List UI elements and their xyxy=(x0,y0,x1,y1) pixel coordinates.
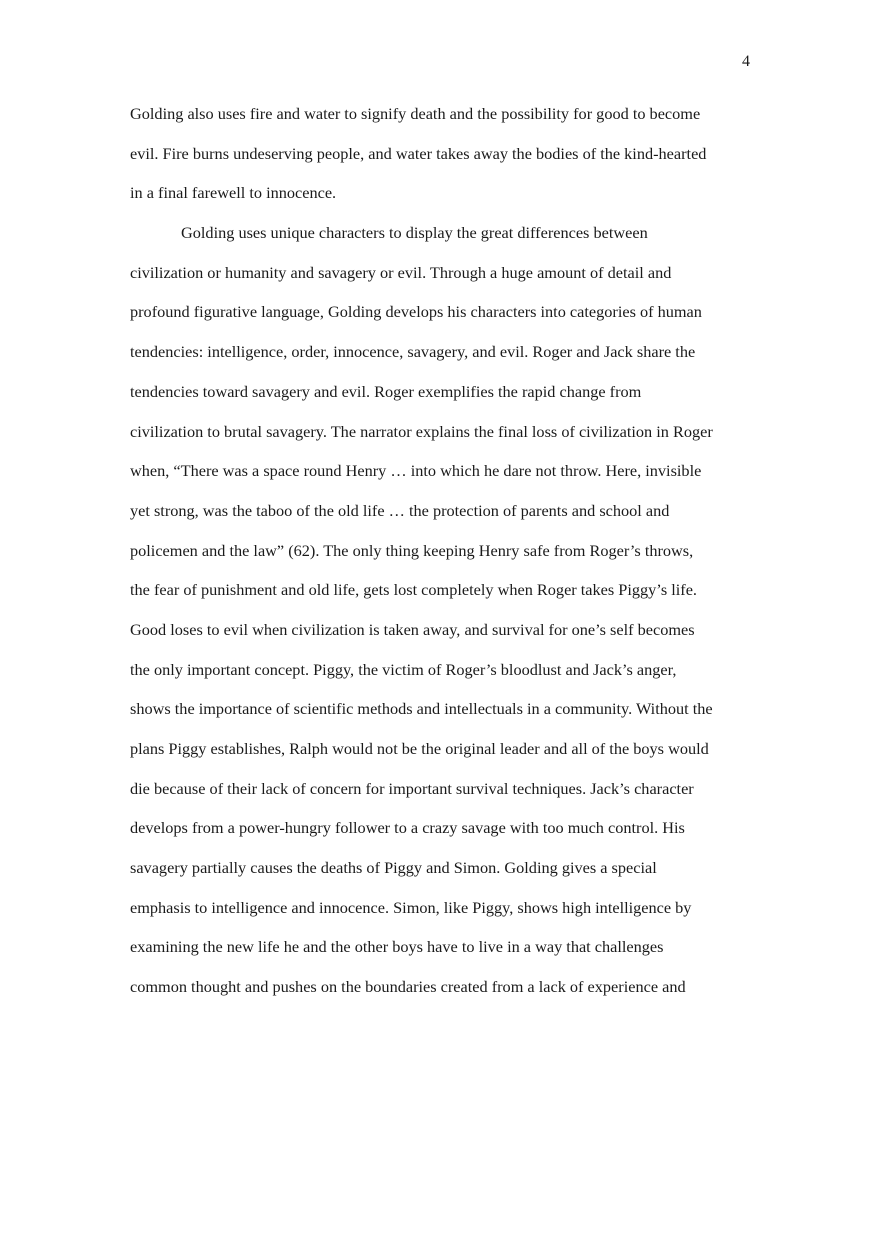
text-line: savagery partially causes the deaths of Piggy and Simon. Golding gives a special xyxy=(130,858,657,878)
text-line: Golding uses unique characters to display the great differences between xyxy=(181,223,648,243)
text-line: yet strong, was the taboo of the old life … the protection of parents and school and xyxy=(130,500,670,520)
text-line: Good loses to evil when civilization is taken away, and survival for one’s self becomes xyxy=(130,619,695,639)
text-line: policemen and the law” (62). The only thing keeping Henry safe from Roger’s throws, xyxy=(130,540,694,560)
text-line: the fear of punishment and old life, gets lost completely when Roger takes Piggy’s life. xyxy=(130,580,698,600)
text-line: tendencies: intelligence, order, innocence, savagery, and evil. Roger and Jack share the xyxy=(130,342,696,362)
text-line: the only important concept. Piggy, the victim of Roger’s bloodlust and Jack’s anger, xyxy=(130,659,677,679)
text-line: civilization or humanity and savagery or evil. Through a huge amount of detail and xyxy=(130,262,672,282)
text-line: develops from a power-hungry follower to a crazy savage with too much control. His xyxy=(130,818,685,838)
text-line: tendencies toward savagery and evil. Roger exemplifies the rapid change from xyxy=(130,381,642,401)
text-line: profound figurative language, Golding develops his characters into categories of human xyxy=(130,302,702,322)
text-line: plans Piggy establishes, Ralph would not be the original leader and all of the boys would xyxy=(130,739,709,758)
text-line: civilization to brutal savagery. The narrator explains the final loss of civilization in Roger xyxy=(130,421,713,441)
text-line: emphasis to intelligence and innocence. Simon, like Piggy, shows high intelligence by xyxy=(130,897,692,917)
page-number: 4 xyxy=(742,53,750,70)
text-line: shows the importance of scientific methods and intellectuals in a community. Without the xyxy=(130,699,713,719)
text-line: Golding also uses fire and water to signify death and the possibility for good to become xyxy=(130,104,701,123)
text-line: examining the new life he and the other boys have to live in a way that challenges xyxy=(130,937,664,957)
text-line: evil. Fire burns undeserving people, and water takes away the bodies of the kind-hearted xyxy=(130,143,707,163)
text-line: in a final farewell to innocence. xyxy=(130,183,337,203)
text-line: when, “There was a space round Henry … into which he dare not throw. Here, invisible xyxy=(130,461,702,481)
text-line: die because of their lack of concern for important survival techniques. Jack’s character xyxy=(130,778,694,798)
text-line: common thought and pushes on the boundaries created from a lack of experience and xyxy=(130,977,686,997)
body-text xyxy=(130,101,770,1014)
